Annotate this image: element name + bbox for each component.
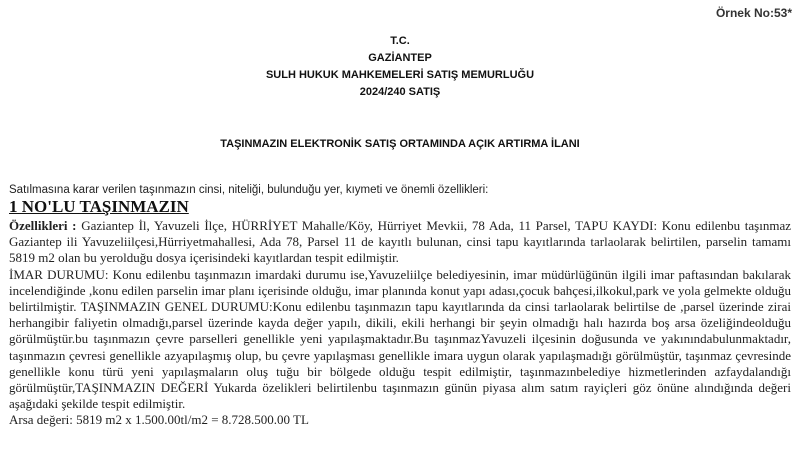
intro-text: Satılmasına karar verilen taşınmazın cinsi, niteliği, bulunduğu yer, kıymeti ve önemli özellikleri: — [9, 184, 489, 196]
details-text: Gaziantep İl, Yavuzeli İlçe, HÜRRİYET Mahalle/Köy, Hürriyet Mevkii, 78 Ada, 11 Parsel, TAPU KAYDI: Konu edilenbu taşınmaz Gaziantep ili Yavuzeliilçesi,Hürriyetmahallesi, Ada 78, Parsel 11 de kayıtlı bulunan, cinsi tapu kayıtlarında tarlaolarak belirtilen, parselin tamamı 5819 m2 olan bu yerolduğu dosya içerisindeki kayıtlardan tespit edilmiştir. — [9, 218, 791, 266]
details-paragraph — [9, 218, 791, 267]
zoning-paragraph: İMAR DURUMU: Konu edilenbu taşınmazın imardaki durumu ise,Yavuzeliilçe belediyesinin, imar müdürlüğünün ilgili imar paftasından bakılarak incelendiğinde ,konu edilen parselin imar planı içerisinde olduğu, imar planında konut yapı adası,çocuk bahçesi,ilkokul,park ve yola gelmekte olduğu belirtilmiştir. TAŞINMAZIN GENEL DURUMU:Konu edilenbu taşınmazın tapu kayıtlarında da cinsi tarlaolarak belirtilse de ,parsel üzerinde zirai herhangibir faliyetin olmadığı,parsel üzerinde kayda değer yapılı, dikili, ekili herhangi bir şeyin olmadığı halı hazırda boş arsa özeliğindeolduğu görülmüştür.bu taşınmazın çevre parselleri genellikle yeni yapılaşmaktadır.Bu taşınmazYavuzeli ilçesinin doğusunda ve yakınındabulunmaktadır, taşınmazın çevresi genellikle azyapılaşmış olup, bu çevre yapılaşması genellikle imara uygun olarak yapılaşmadığı görülmüştür, taşınmaz çevresinde genellikle konu türü yeni yapılaşmaların oluş tuğu bir bölgede olduğu tespit edilmiştir, taşınmazınbelediye hizmetlerinden azfaydalandığı görülmüştür,TAŞINMAZIN DEĞERİ Yukarda özelikleri belirtilenbu taşınmazın günün piyasa alım satım rayiçleri göz önüne alındığında değeri aşağıdaki şekilde tespit edilmiştir. — [9, 266, 791, 412]
header-line-file-no: 2024/240 SATIŞ — [359, 86, 441, 98]
header-line-office: SULH HUKUK MAHKEMELERİ SATIŞ MEMURLUĞU — [265, 69, 535, 81]
header-line-tc: T.C. — [390, 35, 410, 47]
header-line-city: GAZİANTEP — [368, 52, 432, 64]
details-label: Özellikleri : — [9, 218, 77, 233]
announcement-title: TAŞINMAZIN ELEKTRONİK SATIŞ ORTAMINDA AÇIK ARTIRMA İLANI — [220, 138, 580, 150]
value-line: Arsa değeri: 5819 m2 x 1.500.00tl/m2 = 8.728.500.00 TL — [9, 412, 309, 428]
property-heading: 1 NO'LU TAŞINMAZIN — [9, 197, 189, 216]
sample-number: Örnek No:53* — [715, 6, 792, 20]
property-details — [9, 218, 791, 429]
court-header — [0, 33, 800, 101]
